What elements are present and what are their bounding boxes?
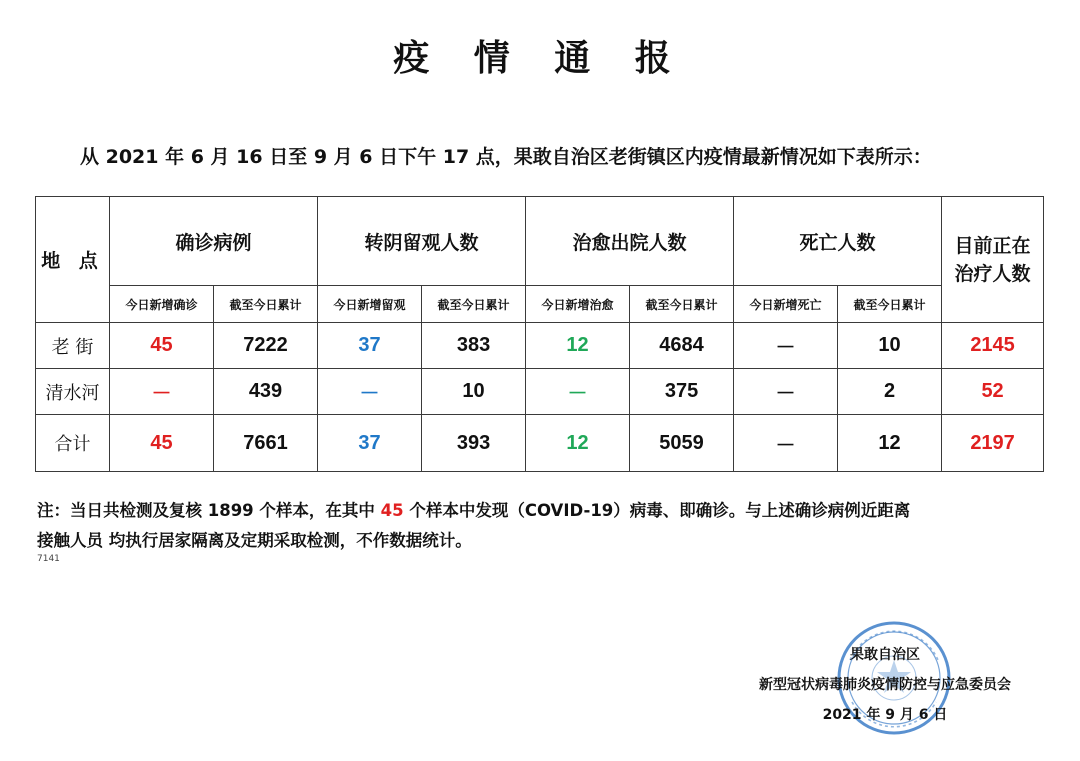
- cell-total-deaths: 10: [838, 323, 942, 369]
- cell-total-observation: 393: [422, 415, 526, 472]
- signature-date: 2021 年 9 月 6 日: [822, 707, 948, 723]
- cell-total-confirmed: 7661: [214, 415, 318, 472]
- header-recovered: 治愈出院人数: [526, 197, 734, 286]
- row-place: 合计: [36, 415, 110, 472]
- cell-new-confirmed: －: [110, 369, 214, 415]
- cell-total-deaths: 2: [838, 369, 942, 415]
- cell-new-deaths: －: [734, 369, 838, 415]
- cell-new-confirmed: 45: [110, 323, 214, 369]
- header-treating-line1: 目前正在: [954, 234, 1031, 257]
- cell-new-recovered: －: [526, 369, 630, 415]
- subheader-total-observation: 截至今日累计: [422, 286, 526, 323]
- subheader-total-recovered: 截至今日累计: [630, 286, 734, 323]
- small-code: 7141: [37, 554, 60, 564]
- cell-total-confirmed: 439: [214, 369, 318, 415]
- cell-total-recovered: 4684: [630, 323, 734, 369]
- table-row: [36, 369, 1044, 415]
- subheader-new-deaths: 今日新增死亡: [734, 286, 838, 323]
- subheader-new-observation: 今日新增留观: [318, 286, 422, 323]
- header-confirmed: 确诊病例: [110, 197, 318, 286]
- cell-new-recovered: 12: [526, 415, 630, 472]
- subheader-new-confirmed: 今日新增确诊: [110, 286, 214, 323]
- table-row-total: [36, 415, 1044, 472]
- cell-new-observation: 37: [318, 323, 422, 369]
- cell-new-observation: 37: [318, 415, 422, 472]
- report-title: 疫 情 通 报: [393, 38, 687, 79]
- signature-block: [740, 640, 1030, 730]
- cell-total-deaths: 12: [838, 415, 942, 472]
- cell-total-observation: 383: [422, 323, 526, 369]
- cell-under-treatment: 2197: [942, 415, 1044, 472]
- row-place: 清水河: [36, 369, 110, 415]
- cell-total-observation: 10: [422, 369, 526, 415]
- cell-new-confirmed: 45: [110, 415, 214, 472]
- cell-under-treatment: 52: [942, 369, 1044, 415]
- cell-total-confirmed: 7222: [214, 323, 318, 369]
- header-negative-observation: 转阴留观人数: [318, 197, 526, 286]
- signature-line2: 新型冠状病毒肺炎疫情防控与应急委员会: [759, 677, 1011, 693]
- note-line1: [37, 496, 1047, 526]
- epidemic-table: [35, 196, 1044, 472]
- cell-new-recovered: 12: [526, 323, 630, 369]
- cell-new-deaths: －: [734, 415, 838, 472]
- cell-total-recovered: 5059: [630, 415, 734, 472]
- note-highlight: 45: [380, 501, 404, 520]
- signature-line1: 果敢自治区: [850, 647, 920, 663]
- note-part1: 注：当日共检测及复核 1899 个样本，在其中: [37, 501, 381, 520]
- note-text: [37, 496, 1047, 556]
- intro-text: 从 2021 年 6 月 16 日至 9 月 6 日下午 17 点，果敢自治区老街镇区内疫情最新情况如下表所示：: [80, 146, 932, 168]
- note-part2: 个样本中发现（COVID-19）病毒、即确诊。与上述确诊病例近距离: [403, 501, 911, 520]
- cell-new-deaths: －: [734, 323, 838, 369]
- subheader-total-confirmed: 截至今日累计: [214, 286, 318, 323]
- note-line2: 接触人员 均执行居家隔离及定期采取检测，不作数据统计。: [37, 531, 472, 550]
- header-place: 地 点: [36, 197, 110, 323]
- cell-under-treatment: 2145: [942, 323, 1044, 369]
- header-deaths: 死亡人数: [734, 197, 942, 286]
- subheader-new-recovered: 今日新增治愈: [526, 286, 630, 323]
- cell-total-recovered: 375: [630, 369, 734, 415]
- table-row: [36, 323, 1044, 369]
- header-under-treatment: [942, 197, 1044, 323]
- row-place: 老 街: [36, 323, 110, 369]
- subheader-total-deaths: 截至今日累计: [838, 286, 942, 323]
- cell-new-observation: －: [318, 369, 422, 415]
- header-treating-line2: 治疗人数: [954, 262, 1031, 285]
